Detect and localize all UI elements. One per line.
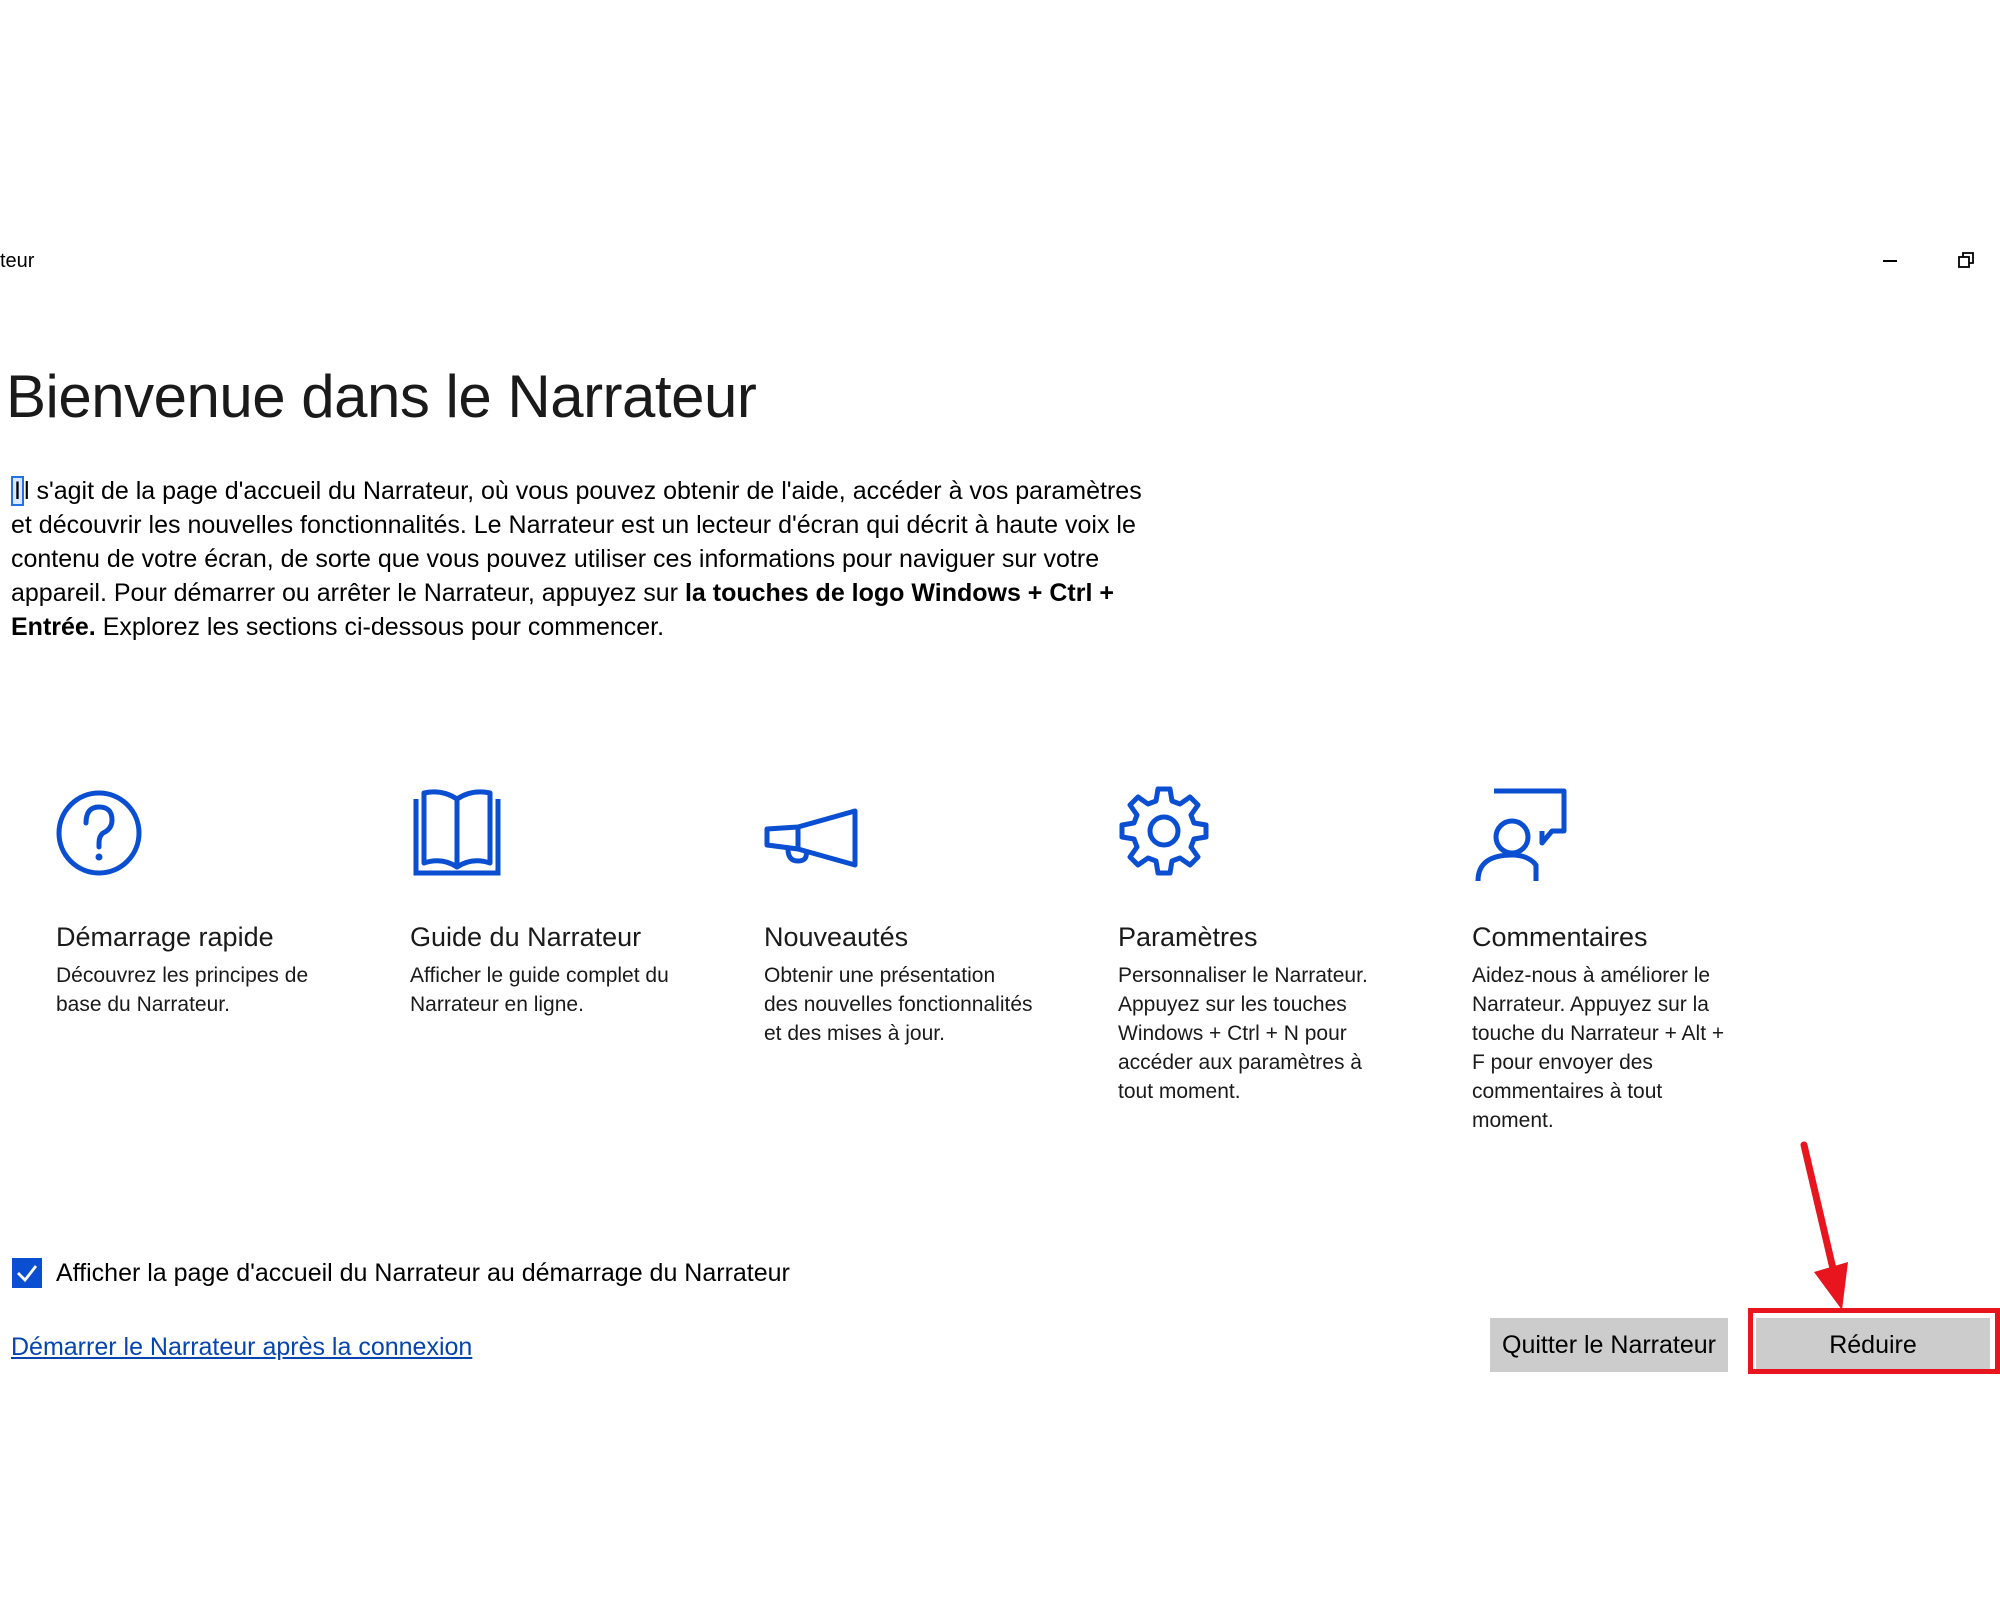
annotation-arrow-icon [1780, 1140, 1880, 1315]
card-title: Démarrage rapide [56, 922, 274, 952]
show-welcome-checkbox-row[interactable] [12, 1258, 790, 1288]
intro-shortcut: la touches de logo Windows + Ctrl + Entrée. [11, 579, 1114, 641]
minimize-window-button[interactable] [1860, 238, 1920, 282]
card-settings[interactable] [1118, 785, 1388, 1106]
minimize-icon [1880, 250, 1900, 270]
card-title: Commentaires [1472, 922, 1648, 952]
window-title: teur [0, 250, 35, 272]
restore-window-button[interactable] [1936, 238, 1996, 282]
card-title: Guide du Narrateur [410, 922, 642, 952]
page-title: Bienvenue dans le Narrateur [6, 363, 757, 430]
book-icon [410, 785, 510, 885]
minimize-narrator-button[interactable]: Réduire [1756, 1318, 1990, 1372]
start-after-signin-link[interactable]: Démarrer le Narrateur après la connexion [11, 1333, 473, 1361]
show-welcome-checkbox[interactable] [12, 1258, 42, 1288]
card-title: Paramètres [1118, 922, 1258, 952]
feedback-person-icon [1472, 785, 1572, 885]
card-description: Personnaliser le Narrateur. Appuyez sur les touches Windows + Ctrl + N pour accéder aux paramètres à tout moment. [1118, 964, 1368, 1103]
gear-icon [1118, 785, 1218, 885]
show-welcome-checkbox-label[interactable]: Afficher la page d'accueil du Narrateur au démarrage du Narrateur [56, 1258, 790, 1287]
question-circle-icon [56, 785, 156, 885]
card-title: Nouveautés [764, 922, 909, 952]
intro-paragraph [11, 474, 1151, 644]
restore-icon [1956, 250, 1976, 270]
checkmark-icon [15, 1261, 39, 1285]
card-quick-start[interactable] [56, 785, 326, 1019]
card-description: Afficher le guide complet du Narrateur en ligne. [410, 964, 669, 1016]
card-description: Découvrez les principes de base du Narrateur. [56, 964, 309, 1016]
card-feedback[interactable] [1472, 785, 1742, 1135]
card-whats-new[interactable] [764, 785, 1034, 1048]
intro-text-2: Explorez les sections ci-dessous pour commencer. [95, 613, 665, 641]
megaphone-icon [764, 785, 864, 885]
card-narrator-guide[interactable] [410, 785, 680, 1019]
quit-narrator-button[interactable]: Quitter le Narrateur [1490, 1318, 1728, 1372]
text-caret: I [11, 476, 24, 506]
card-description: Aidez-nous à améliorer le Narrateur. Appuyez sur la touche du Narrateur + Alt + F pour envoyer des commentaires à tout moment. [1472, 964, 1725, 1132]
card-description: Obtenir une présentation des nouvelles fonctionnalités et des mises à jour. [764, 964, 1033, 1045]
intro-text-1: l s'agit de la page d'accueil du Narrateur, où vous pouvez obtenir de l'aide, accéder à vos paramètres et découvrir les nouvelles fonctionnalités. Le Narrateur est un lecteur d'écran qui décrit à haute voix le contenu de votre écran, de sorte que vous pouvez utiliser ces informations pour naviguer sur votre appareil. Pour démarrer ou arrêter le Narrateur, appuyez sur [11, 477, 1142, 607]
highlight-annotation [1748, 1308, 2000, 1374]
